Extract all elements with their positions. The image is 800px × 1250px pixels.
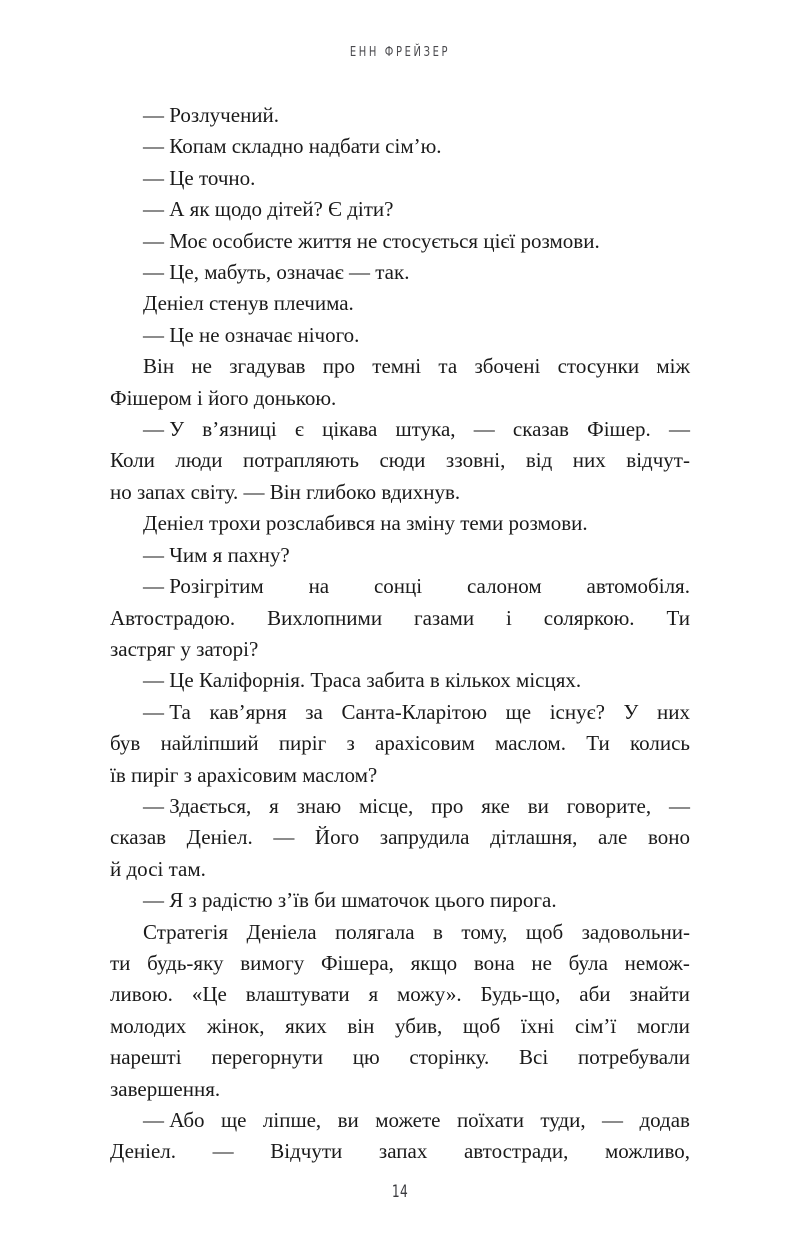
text-line: — Я з радістю з’їв би шматочок цього пирога. (143, 888, 557, 913)
text-word: не (531, 950, 552, 975)
text-line: — Копам складно надбати сім’ю. (143, 134, 442, 159)
text-line: — Це точно. (143, 165, 256, 190)
text-word: Всі (519, 1045, 549, 1070)
text-word: могли (636, 1013, 690, 1038)
text-word: від (525, 448, 553, 473)
text-word: на (308, 574, 330, 599)
text-word: в’язниці (202, 417, 277, 442)
text-word: яке (481, 793, 510, 818)
text-word: ліпше, (262, 1108, 322, 1132)
text-word: та (438, 354, 458, 379)
text-word: них (657, 699, 690, 724)
text-line (110, 1105, 690, 1136)
text-word: них (572, 448, 606, 473)
text-word: сторінку. (409, 1045, 490, 1070)
text-word: штука, (395, 417, 456, 442)
text-word: автомобіля. (586, 574, 690, 599)
text-word: — У (143, 417, 185, 442)
text-word: маслом. (495, 731, 566, 756)
text-word: є (294, 417, 304, 442)
text-word: кав’ярня (209, 699, 287, 724)
text-line (110, 445, 690, 476)
text-word: ще (505, 699, 532, 724)
text-word: можу». (397, 982, 462, 1007)
text-line: но запах світу. — Він глибоко вдихнув. (110, 479, 461, 504)
text-word: вона (473, 950, 515, 975)
text-word: Будь-що, (480, 982, 561, 1007)
text-word: Деніел. (110, 1139, 177, 1164)
text-word: немож- (624, 950, 690, 975)
text-line: Деніел трохи розслабився на зміну теми розмови. (143, 511, 588, 536)
text-word: але (598, 825, 628, 850)
text-word: сюди (379, 448, 426, 473)
text-word: нарешті (110, 1045, 182, 1070)
text-word: молодих (110, 1013, 187, 1038)
text-line: застряг у заторі? (110, 636, 259, 661)
text-line (110, 1136, 690, 1167)
page-number: 14 (391, 1182, 409, 1202)
text-word: і (506, 605, 512, 630)
text-line: — Це, мабуть, означає — так. (143, 260, 410, 285)
text-word: Фішер. (587, 417, 651, 442)
text-word: щоб (462, 1013, 501, 1038)
text-word: стосунки (557, 354, 640, 379)
text-word: ззовні, (445, 448, 506, 473)
text-word: Ти (666, 605, 690, 630)
text-word: люди (175, 448, 223, 473)
text-line: — Моє особисте життя не стосується цієї розмови. (143, 228, 600, 253)
text-line (110, 603, 690, 634)
text-word: — (473, 417, 495, 442)
text-word: пиріг (278, 731, 327, 756)
text-word: Фішера, (320, 950, 394, 975)
text-word: газами (414, 605, 475, 630)
text-word: запах (378, 1139, 428, 1164)
text-word: був (110, 731, 141, 756)
text-word: ливою. (110, 982, 173, 1007)
text-word: потрапляють (242, 448, 359, 473)
text-word: знайти (629, 982, 690, 1007)
text-word: салоном (466, 574, 542, 599)
text-word: — Розігрітим (143, 574, 264, 599)
text-line: Деніел стенув плечима. (143, 291, 354, 316)
text-word: Його (314, 825, 360, 850)
text-line (110, 791, 690, 822)
text-word: тому, (461, 919, 508, 944)
text-line: — Чим я пахну? (143, 542, 290, 567)
text-line (110, 414, 690, 445)
running-head-author: ЕНН ФРЕЙЗЕР (349, 44, 451, 60)
text-word: — Та (143, 699, 191, 724)
text-line: — Це Каліфорнія. Траса забита в кількох місцях. (143, 668, 582, 693)
text-word: яких (285, 1013, 327, 1038)
text-word: соляркою. (543, 605, 635, 630)
text-word: туди, (540, 1108, 586, 1132)
text-word: згадував (229, 354, 306, 379)
text-word: в (433, 919, 443, 944)
text-line (110, 822, 690, 853)
text-word: ще (220, 1108, 247, 1132)
text-word: сказав (512, 417, 569, 442)
text-word: Ти (586, 731, 610, 756)
text-word: Санта-Кларітою (341, 699, 488, 724)
text-word: Стратегія (143, 919, 229, 944)
text-word: потребували (577, 1045, 690, 1070)
text-word: Відчути (270, 1139, 343, 1164)
text-word: арахісовим (375, 731, 475, 756)
text-word: сонці (373, 574, 423, 599)
text-word: додав (639, 1108, 690, 1132)
text-line (110, 1042, 690, 1073)
text-word: темні (372, 354, 422, 379)
text-word: Вихлопними (267, 605, 383, 630)
text-word: воно (647, 825, 690, 850)
body-text-block (110, 100, 690, 1168)
text-word: я (368, 982, 379, 1007)
text-line (110, 571, 690, 602)
text-word: — (212, 1139, 234, 1164)
text-word: знаю (296, 793, 342, 818)
text-word: ти (110, 950, 131, 975)
text-line (110, 1011, 690, 1042)
text-word: автостради, (463, 1139, 569, 1164)
text-word: перегорнути (211, 1045, 323, 1070)
text-line: — Це не означає нічого. (143, 322, 360, 347)
text-word: «Це (191, 982, 227, 1007)
text-word: не (191, 354, 212, 379)
text-line: завершення. (110, 1076, 221, 1101)
text-word: Деніел. (186, 825, 253, 850)
text-word: за (305, 699, 323, 724)
text-word: збочені (474, 354, 541, 379)
text-word: Автострадою. (110, 605, 236, 630)
text-word: цікава (322, 417, 378, 442)
text-line (110, 697, 690, 728)
text-word: відчут- (626, 448, 690, 473)
text-word: їхні (520, 1013, 555, 1038)
text-word: говорите, (566, 793, 652, 818)
text-word: щоб (525, 919, 564, 944)
text-word: дітлашня, (490, 825, 578, 850)
text-line (110, 979, 690, 1010)
text-word: найліпший (160, 731, 259, 756)
text-line (110, 728, 690, 759)
text-line (110, 948, 690, 979)
text-line (110, 917, 690, 948)
text-word: якщо (410, 950, 458, 975)
text-word: можете (375, 1108, 441, 1132)
text-word: я (269, 793, 279, 818)
text-word: між (656, 354, 690, 379)
text-word: — Здається, (143, 793, 252, 818)
text-line: їв пиріг з арахісовим маслом? (110, 762, 378, 787)
text-word: влаштувати (245, 982, 350, 1007)
text-word: про (431, 793, 464, 818)
text-line (110, 351, 690, 382)
text-word: полягала (335, 919, 415, 944)
text-word: Коли (110, 448, 155, 473)
text-word: Він (143, 354, 175, 379)
text-word: про (322, 354, 355, 379)
text-word: була (568, 950, 608, 975)
text-word: з (346, 731, 355, 756)
text-word: убив, (394, 1013, 443, 1038)
text-word: цю (352, 1045, 380, 1070)
text-line: й досі там. (110, 856, 206, 881)
text-word: існує? (549, 699, 605, 724)
text-line: — А як щодо дітей? Є діти? (143, 197, 394, 222)
text-word: будь-яку (147, 950, 224, 975)
text-word: він (347, 1013, 375, 1038)
text-word: аби (579, 982, 611, 1007)
text-line: Фішером і його донькою. (110, 385, 337, 410)
text-word: жінок, (206, 1013, 265, 1038)
text-word: — (668, 417, 690, 442)
text-word: — (602, 1108, 624, 1132)
text-word: задовольни- (581, 919, 690, 944)
text-word: ви (527, 793, 549, 818)
text-word: сказав (110, 825, 167, 850)
text-word: запрудила (379, 825, 470, 850)
text-word: сім’ї (574, 1013, 617, 1038)
text-word: У (623, 699, 639, 724)
text-word: місце, (359, 793, 414, 818)
text-word: — (668, 793, 690, 818)
text-word: Деніела (246, 919, 317, 944)
text-word: ви (337, 1108, 359, 1132)
text-word: — (273, 825, 295, 850)
text-line: — Розлучений. (143, 103, 280, 127)
text-word: можливо, (604, 1139, 690, 1164)
text-word: поїхати (456, 1108, 524, 1132)
text-word: вимогу (240, 950, 305, 975)
text-word: колись (630, 731, 690, 756)
text-word: — Або (143, 1108, 205, 1132)
